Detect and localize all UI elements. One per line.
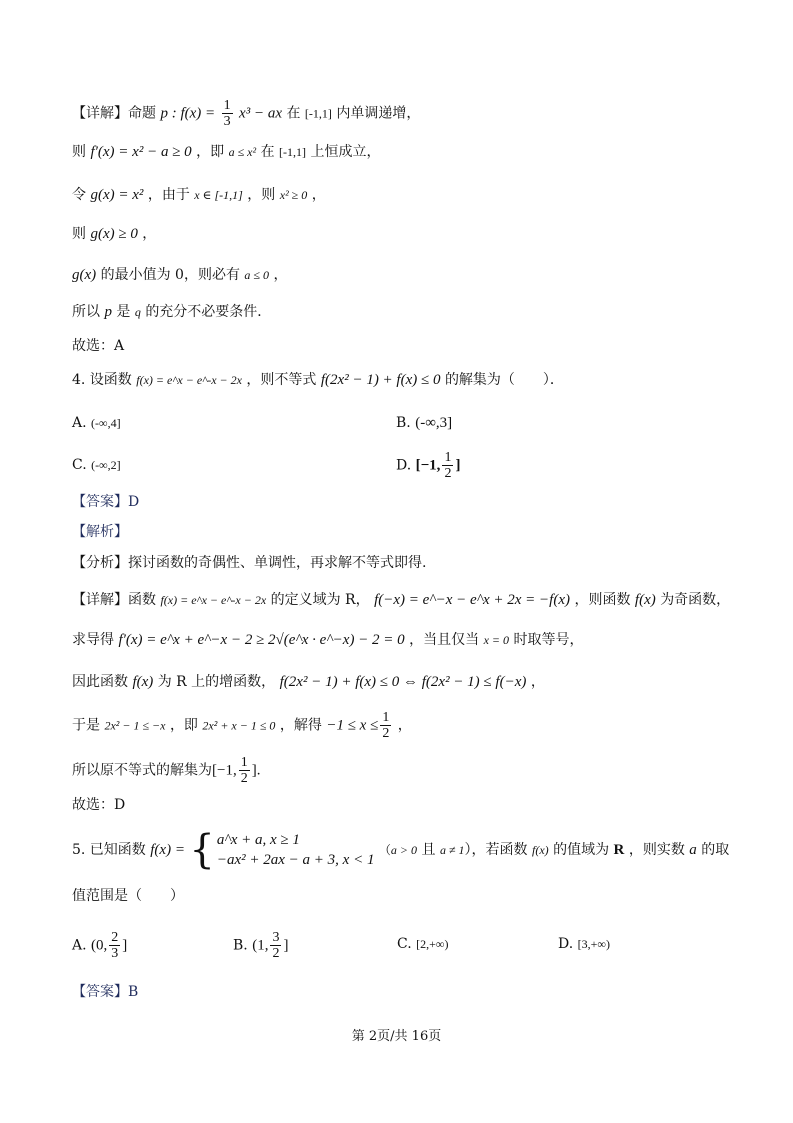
question-5-line-2: 值范围是（ ） [72, 888, 184, 904]
interval: [-1,1] [279, 145, 307, 159]
fraction: $\frac{1}{2}$ [444, 450, 452, 481]
piecewise-cases: a^x + a, x ≥ 1 −ax² + 2ax − a + 3, x < 1 [216, 832, 375, 868]
math-expression: f(x) = e^x − e^-x − 2x [160, 593, 267, 607]
math-expression: f′(x) = x² − a ≥ 0 [90, 144, 192, 160]
detail-label: 【详解】命题 [72, 105, 156, 122]
interval: [-1,1] [304, 106, 332, 121]
math-expression: f(2x² − 1) + f(x) ≤ 0 ⇔ f(2x² − 1) ≤ f(−x) [279, 674, 527, 690]
answer-label: 【答案】D [72, 494, 140, 510]
answer-line: 故选：A [72, 338, 125, 354]
question-5: 5. 已知函数 f(x) = { a^x + a, x ≥ 1 −ax² + 2ax − a + 3, x < 1 （a > 0 且 a ≠ 1），若函数 f(x) 的值域为 R ，则实数 a 的取 [72, 827, 730, 873]
math-expression: x ∈ [-1,1] [194, 188, 243, 202]
math-expression: p : f(x) = [160, 105, 216, 122]
detail-line-3: 令 g(x) = x² ，由于 x ∈ [-1,1] ，则 x² ≥ 0 ， [72, 187, 326, 203]
fraction: $\frac{1}{2}$ [382, 710, 390, 741]
analysis-label: 【解析】 [72, 524, 128, 540]
fraction: $\frac{3}{2}$ [272, 930, 280, 961]
math-expression: x³ − ax [239, 105, 282, 122]
option-c: C. (-∞,2] [72, 457, 121, 473]
detail-q4-line-3: 因此函数 f(x) 为 R 上的增函数， f(2x² − 1) + f(x) ≤ 0 ⇔ f(2x² − 1) ≤ f(−x) ， [72, 674, 545, 690]
answer-label-q5: 【答案】B [72, 984, 139, 1000]
q5-option-c: C. [2,+∞) [397, 936, 449, 952]
math-expression: f′(x) = e^x + e^−x − 2 ≥ 2√(e^x · e^−x) − 2 = 0 [118, 632, 405, 648]
math-expression: g(x) ≥ 0 [90, 226, 138, 242]
detail-line-6: 所以 p 是 q 的充分不必要条件． [72, 304, 272, 320]
option-b: B. (-∞,3] [396, 415, 453, 431]
page-footer: 第 2页/共 16页 [351, 1029, 442, 1044]
fraction: $\frac{1}{2}$ [240, 755, 248, 786]
answer-line-q4: 故选：D [72, 797, 126, 813]
detail-line-4: 则 g(x) ≥ 0 ， [72, 226, 157, 242]
math-expression: f(−x) = e^−x − e^x + 2x = −f(x) [374, 592, 570, 608]
q5-option-a: A. (0, $\frac{2}{3}$ ] [72, 930, 128, 961]
math-expression: g(x) [72, 267, 97, 283]
option-a: A. (-∞,4] [72, 415, 121, 431]
fraction: $\frac{2}{3}$ [111, 930, 119, 961]
q5-option-b: B. (1, $\frac{3}{2}$ ] [233, 930, 289, 961]
analysis-text: 【分析】探讨函数的奇偶性、单调性，再求解不等式即得. [72, 555, 427, 571]
detail-q4-line-5: 所以原不等式的解集为[−1, $\frac{1}{2}$ ]. [72, 755, 261, 786]
math-expression: x² ≥ 0 [279, 188, 308, 202]
left-brace-icon: { [189, 827, 215, 873]
math-expression: a ≤ 0 [244, 268, 270, 282]
detail-line-5: g(x) 的最小值为 0，则必有 a ≤ 0 ， [72, 267, 288, 283]
detail-line-1: 【详解】命题 p : f(x) = $\frac{1}{3}$ x³ − ax 在 [-1,1] 内单调递增， [72, 98, 421, 129]
question-4: 4. 设函数 f(x) = e^x − e^-x − 2x ，则不等式 f(2x² − 1) + f(x) ≤ 0 的解集为（ ）． [72, 372, 564, 388]
math-expression: f(2x² − 1) + f(x) ≤ 0 [320, 372, 441, 388]
math-expression: a ≤ x² [228, 145, 257, 159]
option-d: D. [−1, $\frac{1}{2}$ ] [396, 450, 461, 481]
q5-option-d: D. [3,+∞) [558, 936, 610, 952]
math-expression: g(x) = x² [90, 187, 144, 203]
detail-line-2: 则 f′(x) = x² − a ≥ 0 ，即 a ≤ x² 在 [-1,1] 上恒成立， [72, 144, 381, 160]
fraction: $\frac{1}{3}$ [223, 98, 231, 129]
detail-q4-line-1: 【详解】函数 f(x) = e^x − e^-x − 2x 的定义域为 R， f(−x) = e^−x − e^x + 2x = −f(x) ，则函数 f(x) 为奇函数， [72, 592, 731, 608]
math-expression: f(x) = e^x − e^-x − 2x [136, 373, 242, 387]
detail-q4-line-2: 求导得 f′(x) = e^x + e^−x − 2 ≥ 2√(e^x · e^−x) − 2 = 0 ，当且仅当 x = 0 时取等号， [72, 632, 584, 648]
detail-q4-line-4: 于是 2x² − 1 ≤ −x ，即 2x² + x − 1 ≤ 0 ，解得 −1 ≤ x ≤ $\frac{1}{2}$ ， [72, 710, 412, 741]
